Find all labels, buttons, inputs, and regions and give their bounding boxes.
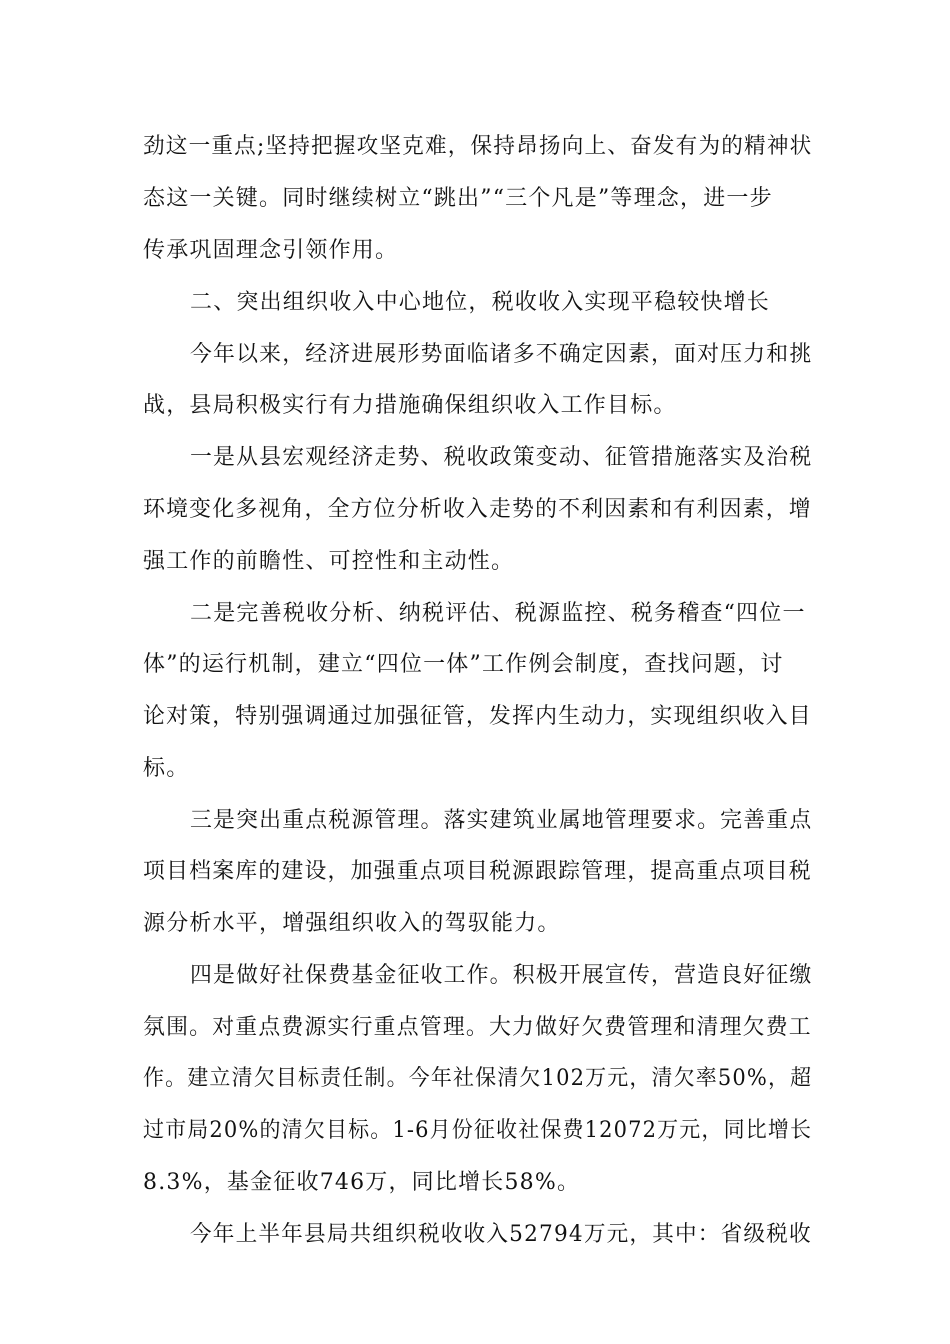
text-line: 8.3%，基金征收746万，同比增长58%。 (143, 1170, 581, 1195)
text-line: 氛围。对重点费源实行重点管理。大力做好欠费管理和清理欠费工 (143, 1015, 812, 1040)
text-line: 环境变化多视角，全方位分析收入走势的不利因素和有利因素，增 (143, 497, 812, 522)
text-line: 传承巩固理念引领作用。 (143, 238, 399, 263)
text-line: 过市局20%的清欠目标。1-6月份征收社保费12072万元，同比增长 (143, 1118, 813, 1143)
text-line: 作。建立清欠目标责任制。今年社保清欠102万元，清欠率50%，超 (143, 1066, 813, 1091)
text-line: 今年上半年县局共组织税收收入52794万元，其中：省级税收 (190, 1222, 812, 1247)
text-line: 强工作的前瞻性、可控性和主动性。 (143, 549, 515, 574)
text-line: 一是从县宏观经济走势、税收政策变动、征管措施落实及治税 (190, 445, 813, 470)
text-line: 论对策，特别强调通过加强征管，发挥内生动力，实现组织收入目 (143, 704, 812, 729)
text-line: 态这一关键。同时继续树立“跳出”“三个凡是”等理念，进一步 (143, 186, 773, 211)
text-line: 体”的运行机制，建立“四位一体”工作例会制度，查找问题，讨 (143, 652, 784, 677)
text-line: 四是做好社保费基金征收工作。积极开展宣传，营造良好征缴 (190, 963, 813, 988)
section-heading: 二、突出组织收入中心地位，税收收入实现平稳较快增长 (190, 290, 771, 315)
text-line: 项目档案库的建设，加强重点项目税源跟踪管理，提高重点项目税 (143, 859, 812, 884)
text-line: 标。 (143, 756, 190, 781)
text-line: 二是完善税收分析、纳税评估、税源监控、税务稽查“四位一 (190, 601, 806, 626)
text-line: 源分析水平，增强组织收入的驾驭能力。 (143, 911, 561, 936)
text-line: 劲这一重点;坚持把握攻坚克难，保持昂扬向上、奋发有为的精神状 (143, 134, 813, 159)
text-line: 今年以来，经济进展形势面临诸多不确定因素，面对压力和挑 (190, 342, 813, 367)
text-line: 三是突出重点税源管理。落实建筑业属地管理要求。完善重点 (190, 808, 813, 833)
text-line: 战，县局积极实行有力措施确保组织收入工作目标。 (143, 393, 677, 418)
